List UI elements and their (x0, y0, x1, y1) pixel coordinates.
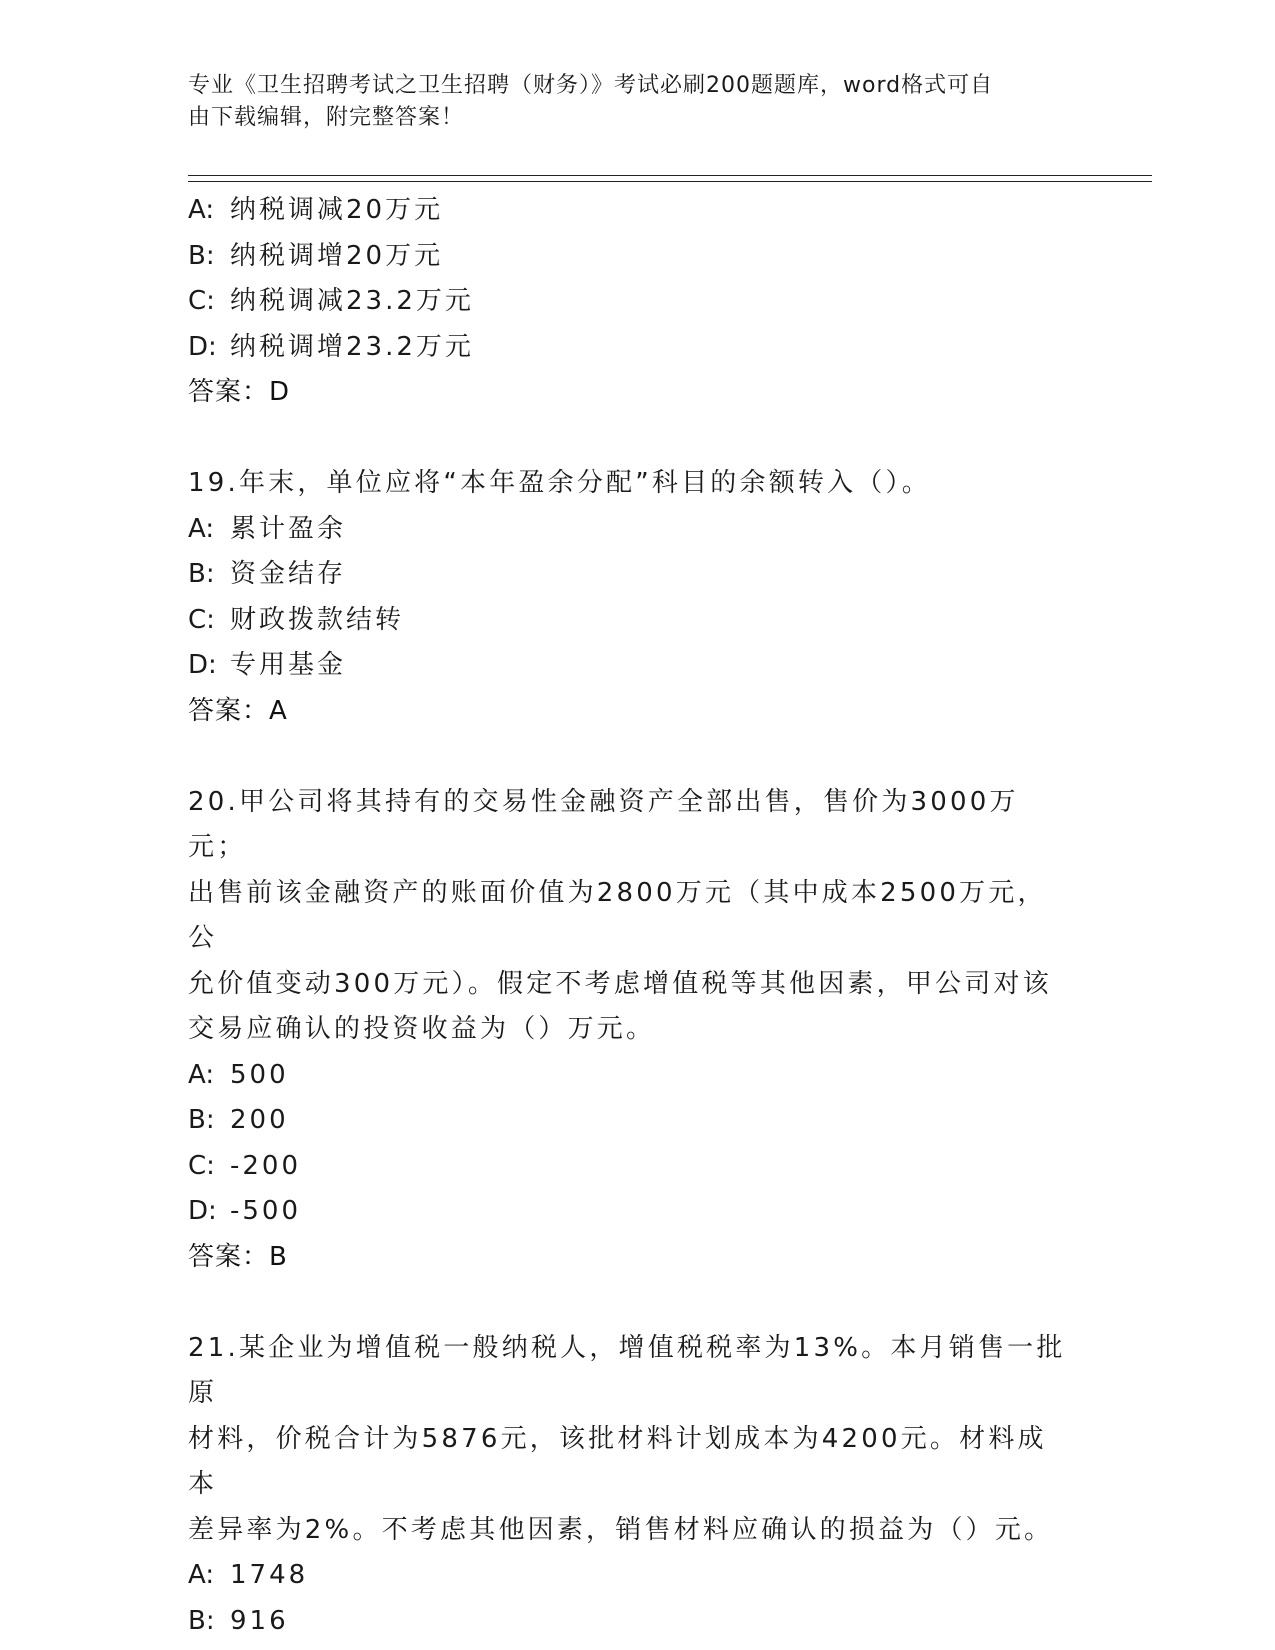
answer-line: 答案：B (188, 1241, 288, 1272)
spacer (188, 416, 1068, 462)
option-text: 资金结存 (230, 559, 347, 589)
document-header (188, 70, 1068, 134)
question-stem-line: 差异率为2%。不考虑其他因素，销售材料应确认的损益为（）元。 (188, 1514, 1054, 1545)
option-letter: D: (188, 650, 217, 680)
option-letter: A: (188, 1059, 215, 1090)
option-text: 纳税调增23.2万元 (230, 331, 474, 362)
option-c (188, 598, 1068, 644)
answer-line: 答案：D (188, 377, 291, 407)
option-letter: C: (188, 286, 215, 316)
option-text: -200 (230, 1150, 302, 1181)
option-a (188, 188, 1068, 234)
header-line-1: 专业《卫生招聘考试之卫生招聘（财务）》考试必刷200题题库，word格式可自 (188, 73, 994, 98)
question-stem-line: 材料，价税合计为5876元，该批材料计划成本为4200元。材料成本 (188, 1423, 1047, 1499)
question-18-options (188, 188, 1068, 416)
option-letter: D: (188, 1196, 217, 1226)
question-list (188, 188, 1068, 1644)
option-text: 200 (230, 1105, 289, 1135)
option-b (188, 1599, 1068, 1645)
option-letter: B: (188, 240, 215, 271)
question-stem: 19.年末，单位应将“本年盈余分配”科目的余额转入（）。 (188, 468, 931, 498)
option-a (188, 507, 1068, 553)
header-line-2: 由下载编辑，附完整答案！ (188, 105, 465, 130)
question-stem-line: 出售前该金融资产的账面价值为2800万元（其中成本2500万元，公 (188, 877, 1047, 953)
option-a (188, 1053, 1068, 1099)
option-letter: C: (188, 604, 215, 635)
option-text: 1748 (230, 1560, 309, 1590)
option-letter: A: (188, 513, 215, 544)
question-stem-line: 20.甲公司将其持有的交易性金融资产全部出售，售价为3000万元； (188, 786, 1019, 862)
option-letter: C: (188, 1150, 215, 1181)
option-text: 纳税调增20万元 (230, 240, 444, 271)
option-letter: A: (188, 195, 215, 225)
header-divider-top (188, 175, 1152, 176)
option-text: 纳税调减20万元 (230, 195, 444, 225)
spacer (188, 734, 1068, 780)
option-letter: D: (188, 331, 217, 362)
question-19 (188, 461, 1068, 734)
question-21 (188, 1326, 1068, 1645)
question-stem-line: 允价值变动300万元）。假定不考虑增值税等其他因素，甲公司对该 (188, 968, 1052, 999)
option-text: 500 (230, 1059, 289, 1090)
question-stem-line: 21.某企业为增值税一般纳税人，增值税税率为13%。本月销售一批原 (188, 1332, 1066, 1408)
option-b (188, 552, 1068, 598)
option-text: 916 (230, 1605, 289, 1636)
option-c (188, 1144, 1068, 1190)
option-letter: B: (188, 1105, 215, 1135)
option-text: -500 (230, 1196, 302, 1226)
option-c (188, 279, 1068, 325)
question-20 (188, 780, 1068, 1281)
option-d (188, 643, 1068, 689)
option-text: 累计盈余 (230, 513, 347, 544)
option-a (188, 1553, 1068, 1599)
option-b (188, 234, 1068, 280)
option-text: 纳税调减23.2万元 (230, 286, 474, 316)
option-text: 专用基金 (230, 650, 347, 680)
option-b (188, 1098, 1068, 1144)
option-letter: A: (188, 1560, 215, 1590)
spacer (188, 1280, 1068, 1326)
option-d (188, 1189, 1068, 1235)
option-text: 财政拨款结转 (230, 604, 405, 635)
header-divider-bottom (188, 181, 1152, 182)
answer-line: 答案：A (188, 695, 288, 726)
option-d (188, 325, 1068, 371)
option-letter: B: (188, 1605, 215, 1636)
question-stem-line: 交易应确认的投资收益为（）万元。 (188, 1014, 656, 1044)
option-letter: B: (188, 559, 215, 589)
